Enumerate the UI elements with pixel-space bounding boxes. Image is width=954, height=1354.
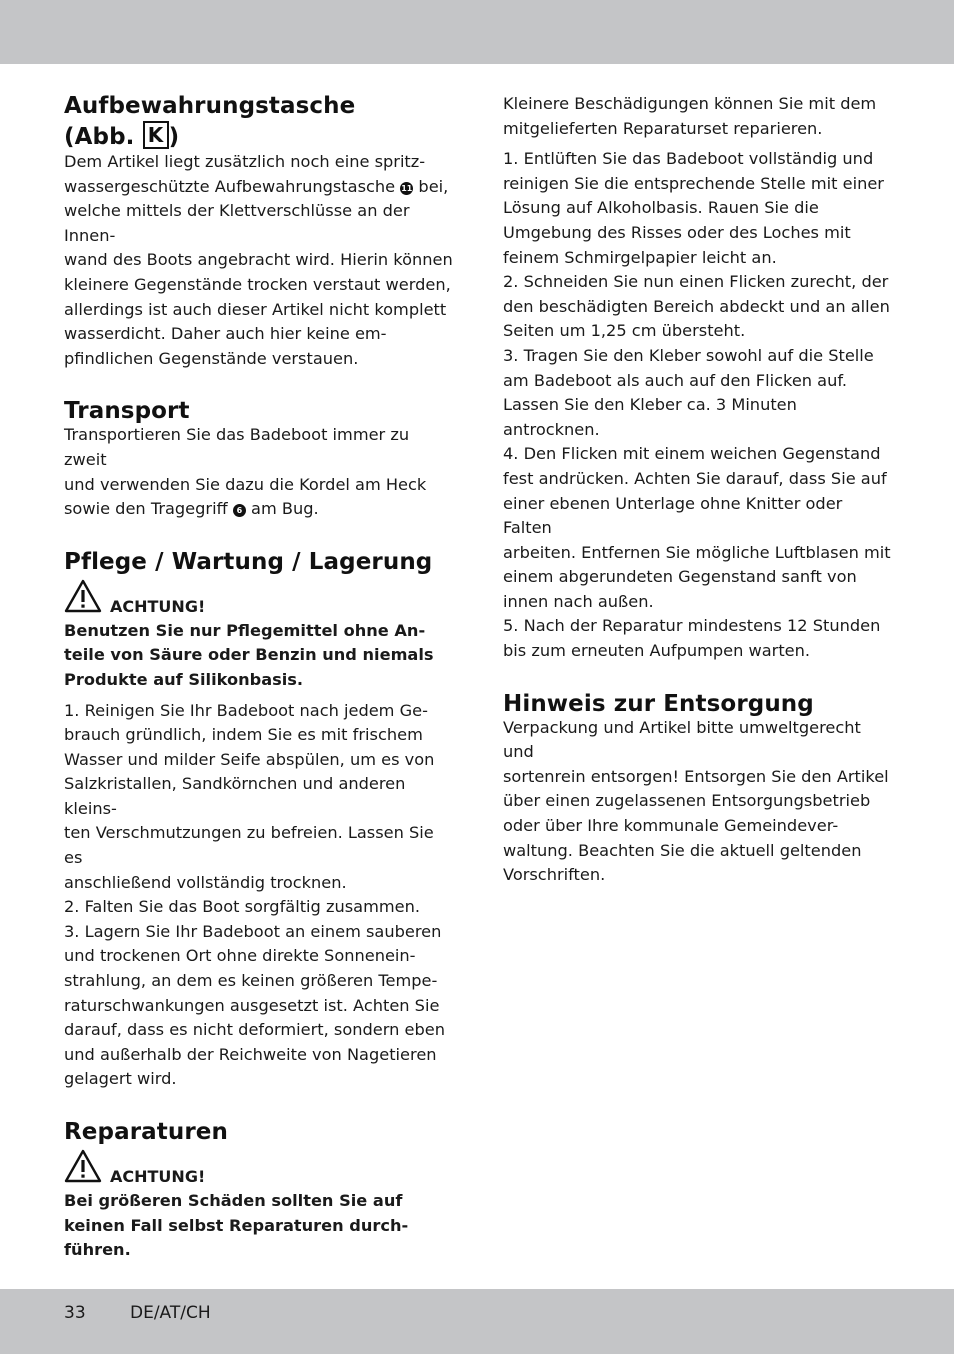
repairs-warning-text: Bei größeren Schäden sollten Sie auf keinen Fall selbst Reparaturen durch- führen. <box>64 1191 409 1260</box>
care-warning <box>64 577 456 616</box>
right-column <box>503 92 895 888</box>
repair-step: 1. Entlüften Sie das Badeboot vollständig und reinigen Sie die entsprechende Stelle mit einer Lösung auf Alkoholbasis. Rauen Sie die Umgebung des Risses oder des Loches mit feinem Schmirgelpapier leicht an. <box>503 149 884 267</box>
care-step: 3. Lagern Sie Ihr Badeboot an einem sauberen und trockenen Ort ohne direkte Sonnenein- strahlung, an dem es keinen größeren Tempe- raturschwankungen ausgesetzt ist. Achten Sie darauf, dass es nicht deformiert, sondern eben und außerhalb der Reichweite von Nagetieren gelagert wird. <box>64 921 445 1089</box>
storage-text <box>64 150 456 371</box>
warning-triangle-icon <box>64 579 102 613</box>
storage-text-part1: Dem Artikel liegt zusätzlich noch eine spritz- wassergeschützte Aufbewahrungstasche <box>64 152 426 196</box>
transport-text-part2: am Bug. <box>245 499 319 519</box>
warning-triangle-icon <box>64 1149 102 1183</box>
storage-heading-suffix: ) <box>168 124 180 150</box>
part-number-marker: 6 <box>233 504 246 517</box>
page-number: 33 <box>64 1303 86 1323</box>
transport-text <box>64 423 456 521</box>
repair-step: 2. Schneiden Sie nun einen Flicken zurecht, der den beschädigten Bereich abdeckt und an allen Seiten um 1,25 cm übersteht. <box>503 272 890 341</box>
disposal-heading: Hinweis zur Entsorgung <box>503 690 814 717</box>
care-step: 2. Falten Sie das Boot sorgfältig zusammen. <box>64 897 420 917</box>
transport-heading: Transport <box>64 398 190 425</box>
warning-label: ACHTUNG! <box>110 596 206 616</box>
care-step: 1. Reinigen Sie Ihr Badeboot nach jedem Ge- brauch gründlich, indem Sie es mit frischem Wasser und milder Seife abspülen, um es von Salzkristallen, Sandkörnchen und anderen kleins- ten Verschmutzungen zu befreien. Lassen Sie es anschließend vollständig trocknen. <box>64 700 435 892</box>
storage-heading-line1: Aufbewahrungstasche <box>64 93 356 119</box>
transport-text-part1: Transportieren Sie das Badeboot immer zu zweit und verwenden Sie dazu die Kordel am Heck sowie den Tragegriff <box>64 425 427 519</box>
header-band <box>0 0 954 64</box>
left-column <box>64 92 456 1263</box>
repair-step: 5. Nach der Reparatur mindestens 12 Stunden bis zum erneuten Aufpumpen warten. <box>503 616 881 661</box>
storage-text-part2: bei, welche mittels der Klettverschlüsse an der Innen- wand des Boots angebracht wird. Hierin können kleinere Gegenstände trocken verstaut werden, allerdings ist auch dieser Artikel nicht komplett wasserdicht. Daher auch hier keine em- pfindlichen Gegenstände verstauen. <box>64 176 453 368</box>
storage-heading-prefix: (Abb. <box>64 124 135 150</box>
repairs-intro: Kleinere Beschädigungen können Sie mit dem mitgelieferten Reparaturset reparieren. <box>503 94 877 138</box>
storage-heading <box>64 92 456 152</box>
repair-step: 4. Den Flicken mit einem weichen Gegenstand fest andrücken. Achten Sie darauf, dass Sie auf einer ebenen Unterlage ohne Knitter oder Falten arbeiten. Entfernen Sie mögliche Luftblasen mit einem abgerundeten Gegenstand sanft von innen nach außen. <box>503 444 891 611</box>
language-code: DE/AT/CH <box>130 1303 211 1323</box>
part-number-marker: 11 <box>401 183 413 193</box>
repairs-warning <box>64 1147 456 1186</box>
warning-label: ACHTUNG! <box>110 1167 206 1186</box>
disposal-text: Verpackung und Artikel bitte umweltgerecht und sortenrein entsorgen! Entsorgen Sie den Artikel über einen zugelassenen Entsorgungsbetrieb oder über Ihre kommunale Gemeindever- waltung. Beachten Sie die aktuell geltenden Vorschriften. <box>503 717 889 885</box>
care-warning-text: Benutzen Sie nur Pflegemittel ohne An- teile von Säure oder Benzin und niemals Produkte auf Silikonbasis. <box>64 620 434 689</box>
repairs-heading: Reparaturen <box>64 1119 228 1145</box>
repair-step: 3. Tragen Sie den Kleber sowohl auf die Stelle am Badeboot als auch auf den Flicken auf. Lassen Sie den Kleber ca. 3 Minuten antrocknen. <box>503 345 874 439</box>
figure-reference-box: K <box>143 121 169 149</box>
care-heading: Pflege / Wartung / Lagerung <box>64 548 433 575</box>
